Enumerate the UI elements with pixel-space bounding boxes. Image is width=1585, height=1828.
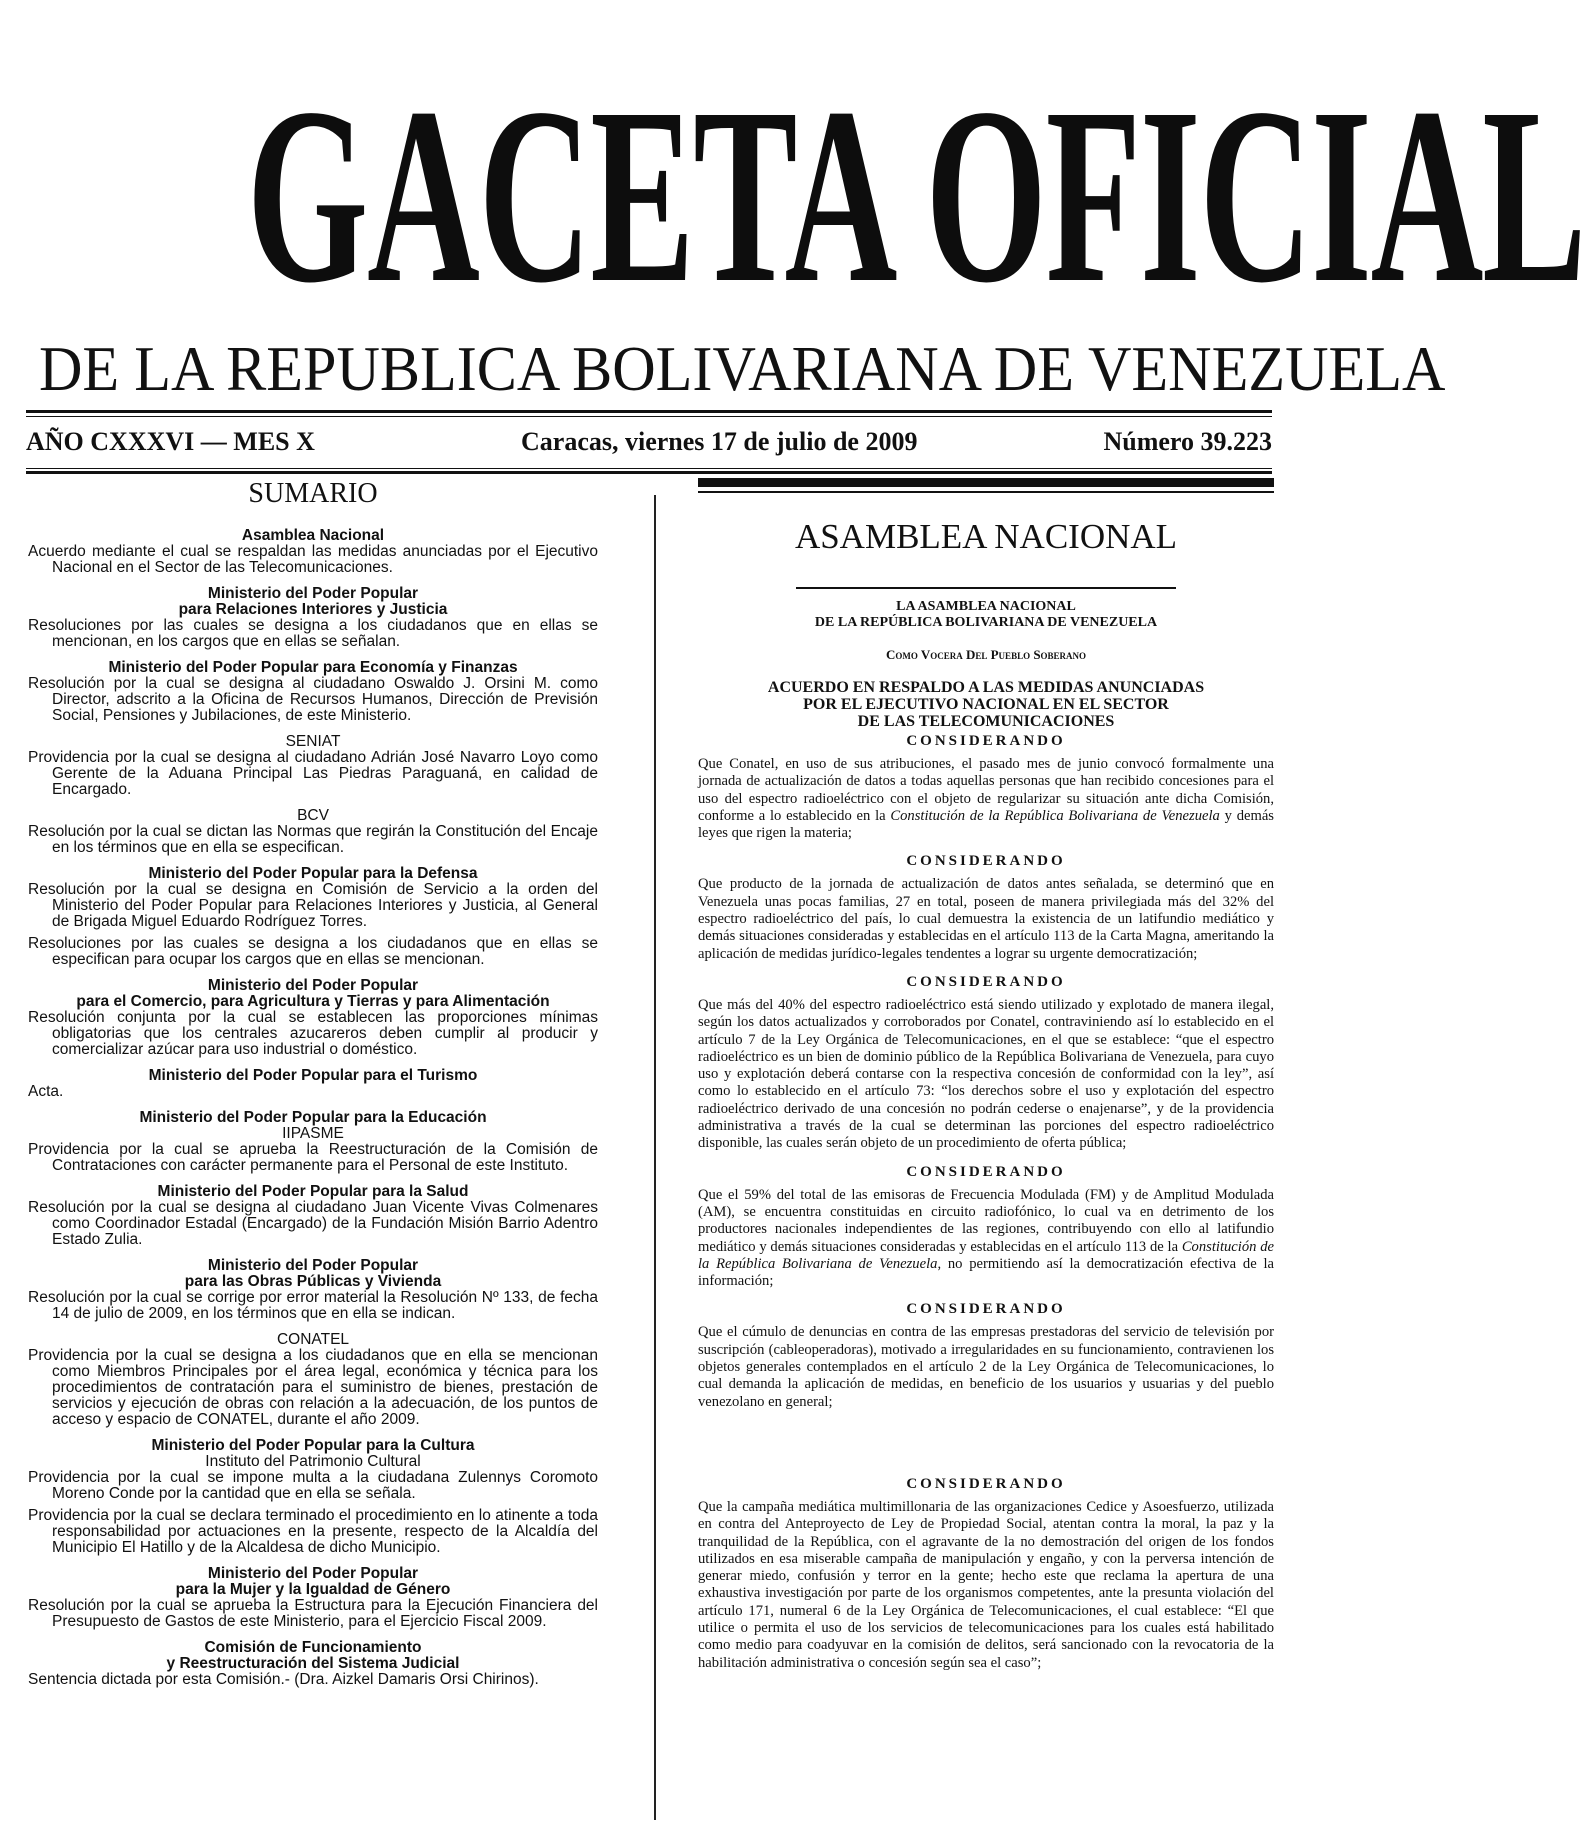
issue-date: Caracas, viernes 17 de julio de 2009: [521, 427, 918, 456]
sumario-section: [28, 586, 598, 650]
considerando-heading: CONSIDERANDO: [906, 973, 1066, 990]
section-heading: Ministerio del Poder Popular para la Salud: [157, 1183, 469, 1200]
sumario-entry: Acta.: [28, 1083, 64, 1100]
sumario-title: SUMARIO: [248, 478, 378, 509]
section-subheading: SENIAT: [285, 733, 341, 750]
sumario-entry: Resolución por la cual se designa al ciudadano Oswaldo J. Orsini M. como Director, adscrito a la Oficina de Recursos Humanos, Dirección de Previsión Social, Pensiones y Jubilaciones, de este Ministerio.: [28, 675, 598, 724]
considerando-paragraph-6: Que la campaña mediática multimillonaria de las organizaciones Cedice y Asoesfuerzo, utilizada en contra del Anteproyecto de Ley de Propiedad Social, atentan contra la moral, la paz y la tranquilidad de la República, con el agravante de la no demostración del origen de los fondos utilizados en esa miserable campaña de manipulación y engaño, y con la perversa intención de generar miedo, confusión y terror en la gente; hecho este que reclama la apertura de una exhaustiva investigación por parte de los organismos competentes, ante la presunta violación del artículo 171, numeral 6 de la Ley Orgánica de Telecomunicaciones, el cual establece: “El que utilice o permita el uso de los servicios de telecomunicaciones para los cuales está habilitado como medio para coadyuvar en la comisión de delitos, será sancionado con la revocatoria de la habilitación administrativa o concesión según sea el caso”;: [698, 1498, 1274, 1671]
section-heading: Ministerio del Poder Popular para la Cultura: [151, 1437, 475, 1454]
considerando-paragraph-1: [698, 756, 1274, 842]
section-heading: Ministerio del Poder Popular para Economía y Finanzas: [108, 659, 518, 676]
sumario-entry: Resolución por la cual se aprueba la Estructura para la Ejecución Financiera del Presupuesto de Gastos de este Ministerio, para el Ejercicio Fiscal 2009.: [28, 1597, 598, 1630]
considerando-paragraph-2: Que producto de la jornada de actualización de datos antes señalada, se determinó que en Venezuela unas pocas familias, 27 en total, poseen de manera privilegiada más del 32% del espectro radioeléctrico del país, lo cual demuestra la existencia de un latifundio mediático y demás situaciones consideradas y establecidas en el artículo 113 de la Carta Magna, ameritando la aplicación de medidas jurídico-legales tendentes a lograr su urgente democratización;: [698, 876, 1274, 962]
bottom-rule-thick: [26, 471, 1272, 474]
sumario-entry: Resolución conjunta por la cual se establecen las proporciones mínimas obligatorias que los centrales azucareros deben cumplir al producir y comercializar azúcar para uso industrial o doméstico.: [28, 1009, 598, 1058]
section-heading: Ministerio del Poder Popular: [207, 977, 419, 994]
sumario-entry: Providencia por la cual se designa a los ciudadanos que en ella se mencionan como Miembros Principales por el área legal, económica y técnica para los procedimientos de contratación para el suministro de bienes, prestación de servicios y ejecución de obras con relación a la adecuación, de los puntos de acceso y espacio de CONATEL, durante el año 2009.: [28, 1347, 598, 1428]
sumario-section: [28, 866, 598, 968]
year-month: AÑO CXXXVI — MES X: [26, 427, 315, 456]
section-heading: Asamblea Nacional: [241, 527, 385, 544]
section-heading: Ministerio del Poder Popular para la Defensa: [148, 865, 478, 882]
heading-line-1: LA ASAMBLEA NACIONAL: [896, 599, 1076, 614]
top-rule-thick: [26, 410, 1272, 413]
dateline: [26, 425, 1272, 459]
section-heading: Ministerio del Poder Popular para la Educación: [139, 1109, 487, 1126]
section-heading: para Relaciones Interiores y Justicia: [178, 601, 448, 618]
masthead-subtitle: DE LA REPUBLICA BOLIVARIANA DE VENEZUELA: [38, 333, 1446, 404]
considerando-paragraph-3: Que más del 40% del espectro radioeléctrico está siendo utilizado y explotado de manera ilegal, según los datos actualizados y corroborados por Conatel, contraviniendo así lo establecido en el artículo 7 de la Ley Orgánica de Telecomunicaciones, en el que se establece: “que el espectro radioeléctrico es un bien de dominio público de la República Bolivariana de Venezuela, para cuyo uso y explotación deberá contarse con la respectiva concesión de conformidad con la ley”, así como lo establecido en el artículo 73: “los derechos sobre el uso y explotación del espectro radioeléctrico derivado de una concesión no podrán cederse o enajenarse”, y de la providencia administrativa a través de la cual se determinan las porciones del espectro radioeléctrico disponible, las cuales serán objeto de un procedimiento de oferta pública;: [698, 996, 1274, 1152]
section-heading: Ministerio del Poder Popular: [207, 1257, 419, 1274]
sumario-entry: Providencia por la cual se aprueba la Reestructuración de la Comisión de Contrataciones con carácter permanente para el Personal de este Instituto.: [28, 1141, 598, 1174]
section-heading: Ministerio del Poder Popular: [207, 1565, 419, 1582]
column-divider: [654, 495, 656, 1820]
sumario-section: [28, 978, 598, 1058]
section-heading: para el Comercio, para Agricultura y Tierras y para Alimentación: [76, 993, 550, 1010]
acuerdo-title-2: POR EL EJECUTIVO NACIONAL EN EL SECTOR: [803, 696, 1169, 713]
section-bar-thin: [698, 491, 1274, 493]
sumario-list: [28, 528, 598, 1688]
sumario-section: [28, 808, 598, 856]
sumario-entry: Providencia por la cual se declara terminado el procedimiento en lo atinente a toda responsabilidad por actuaciones en la presente, respecto de la Alcaldía del Municipio El Hatillo y de la Alcaldesa de dicho Municipio.: [28, 1507, 598, 1556]
considerando-heading: CONSIDERANDO: [906, 1301, 1066, 1318]
sumario-entry: Resolución por la cual se dictan las Normas que regirán la Constitución del Encaje en los términos que en ella se especifican.: [28, 823, 598, 856]
heading-line-2: DE LA REPÚBLICA BOLIVARIANA DE VENEZUELA: [814, 615, 1158, 630]
sumario-section: [28, 1110, 598, 1174]
bottom-rule-thin: [26, 468, 1272, 469]
sumario-entry: Providencia por la cual se impone multa a la ciudadana Zulennys Coromoto Moreno Conde por la cantidad que en ella se señala.: [28, 1469, 598, 1502]
asamblea-column: [698, 478, 1274, 1682]
sumario-entry: Resolución por la cual se corrige por error material la Resolución Nº 133, de fecha 14 de julio de 2009, en los términos que en ella se indican.: [28, 1289, 598, 1322]
considerando-heading: CONSIDERANDO: [906, 1163, 1066, 1180]
section-subheading: IIPASME: [282, 1125, 344, 1142]
section-bar-thick: [698, 478, 1274, 487]
section-heading: para la Mujer y la Igualdad de Género: [175, 1581, 451, 1598]
sumario-section: [28, 734, 598, 798]
section-heading: y Reestructuración del Sistema Judicial: [166, 1655, 460, 1672]
section-short-rule: [796, 587, 1176, 589]
section-title: ASAMBLEA NACIONAL: [794, 517, 1178, 556]
p4-text: Que el 59% del total de las emisoras de Frecuencia Modulada (FM) y de Amplitud Modulada (AM), se encuentra constituidas en circuito radiofónico, lo cual va en detrimento de los productores nacionales independientes de las regiones, contribuyendo con ello al latifundio mediático y demás situaciones consideradas y establecidas en el artículo 113 de la: [698, 1186, 1274, 1255]
section-heading: para las Obras Públicas y Vivienda: [184, 1273, 442, 1290]
section-heading: Comisión de Funcionamiento: [204, 1639, 422, 1656]
issue-number: Número 39.223: [1103, 427, 1272, 456]
sumario-section: [28, 660, 598, 724]
sumario-section: [28, 1184, 598, 1248]
sumario-entry: Acuerdo mediante el cual se respaldan las medidas anunciadas por el Ejecutivo Nacional en el Sector de las Telecomunicaciones.: [28, 543, 598, 576]
sumario-section: [28, 528, 598, 576]
section-subheading: CONATEL: [276, 1331, 350, 1348]
considerando-paragraph-4: [698, 1187, 1274, 1291]
considerando-heading: CONSIDERANDO: [906, 1475, 1066, 1492]
vocera-line: Como Vocera Del Pueblo Soberano: [885, 647, 1087, 662]
sumario-entry: Resolución por la cual se designa en Comisión de Servicio a la orden del Ministerio del Poder Popular para Relaciones Interiores y Justicia, al General de Brigada Miguel Eduardo Rodríguez Torres.: [28, 881, 598, 930]
acuerdo-title-3: DE LAS TELECOMUNICACIONES: [857, 713, 1115, 730]
sumario-section: [28, 1068, 598, 1100]
considerando-heading: CONSIDERANDO: [906, 853, 1066, 870]
section-subheading: Instituto del Patrimonio Cultural: [205, 1453, 421, 1470]
sumario-entry: Resolución por la cual se designa al ciudadano Juan Vicente Vivas Colmenares como Coordinador Estadal (Encargado) de la Fundación Misión Barrio Adentro Estado Zulia.: [28, 1199, 598, 1248]
p4-constitution: Constitución de la República Bolivariana de Venezuela: [698, 1238, 1274, 1272]
p1-text: Que Conatel, en uso de sus atribuciones, el pasado mes de junio convocó formalmente una jornada de actualización de datos a todas aquellas personas que han recibido concesiones para el uso del espectro radioeléctrico con el objeto de regularizar su situación ante dicha Comisión, conforme a lo establecido en la: [698, 756, 1274, 824]
sumario-entry: Resoluciones por las cuales se designa a los ciudadanos que en ellas se mencionan, en los cargos que en ellas se señalan.: [28, 617, 598, 650]
sumario-section: [28, 1566, 598, 1630]
considerando-paragraph-5: Que el cúmulo de denuncias en contra de las empresas prestadoras del servicio de televisión por suscripción (cableoperadoras), motivado a irregularidades en su funcionamiento, contravienen los objetos generales contemplados en el artículo 2 de la Ley Orgánica de Telecomunicaciones, lo cual demanda la aplicación de medidas, en beneficio de los usuarios y usuarias y del pueblo venezolano en general;: [698, 1324, 1274, 1410]
column-gap: [698, 1421, 1274, 1473]
sumario-section: [28, 1640, 598, 1688]
considerando-heading: CONSIDERANDO: [906, 733, 1066, 749]
sumario-section: [28, 1438, 598, 1556]
sumario-entry: Sentencia dictada por esta Comisión.- (Dra. Aizkel Damaris Orsi Chirinos).: [28, 1671, 539, 1688]
section-heading: Ministerio del Poder Popular para el Turismo: [148, 1067, 478, 1084]
sumario-section: [28, 1258, 598, 1322]
sumario-column: [28, 478, 598, 1698]
p1-constitution: Constitución de la República Bolivariana de Venezuela: [890, 807, 1220, 824]
masthead-title: GACETA OFICIAL: [246, 55, 1585, 335]
section-subheading: BCV: [297, 807, 329, 824]
sumario-entry: Providencia por la cual se designa al ciudadano Adrián José Navarro Loyo como Gerente de la Aduana Principal Las Piedras Paraguaná, en calidad de Encargado.: [28, 749, 598, 798]
sumario-entry: Resoluciones por las cuales se designa a los ciudadanos que en ellas se especifican para ocupar los cargos que en ellas se mencionan.: [28, 935, 598, 968]
sumario-section: [28, 1332, 598, 1428]
top-rule-thin: [26, 416, 1272, 417]
section-heading: Ministerio del Poder Popular: [207, 585, 419, 602]
p4-text-end: , no permitiendo así la democratización efectiva de la información;: [698, 1255, 1274, 1290]
p1-text-end: y demás leyes que rigen la materia;: [698, 807, 1274, 842]
acuerdo-title-1: ACUERDO EN RESPALDO A LAS MEDIDAS ANUNCIADAS: [767, 679, 1205, 696]
